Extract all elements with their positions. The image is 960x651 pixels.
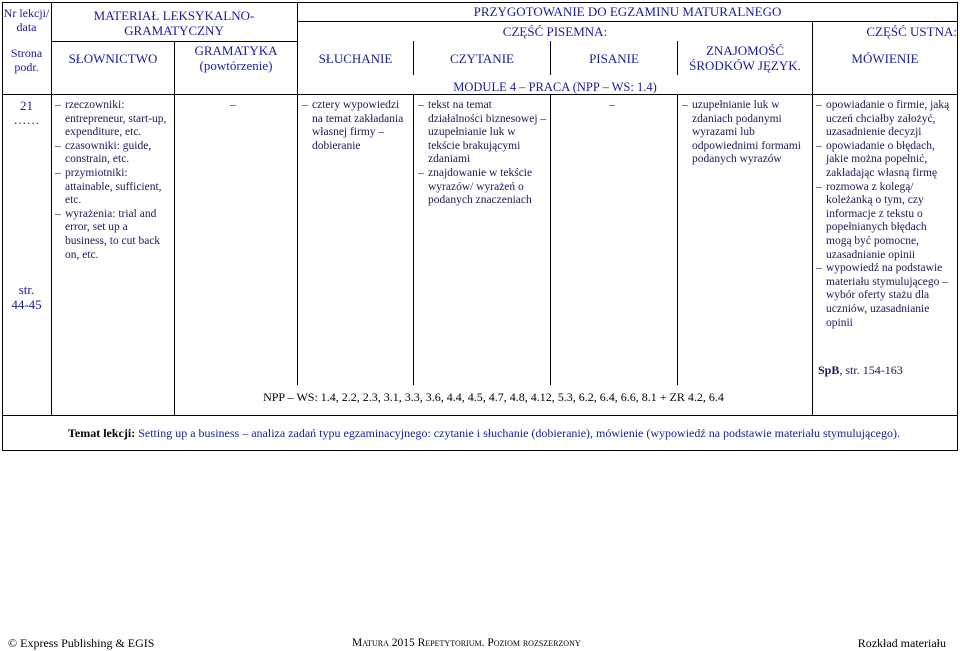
sluchanie-cell	[302, 99, 410, 153]
przygotowanie-header: PRZYGOTOWANIE DO EGZAMINU MATURALNEGO	[473, 4, 782, 19]
czytanie-header: CZYTANIE	[450, 51, 514, 66]
npp-line: NPP – WS: 1.4, 2.2, 2.3, 3.1, 3.3, 3.6, 4.4, 4.5, 4.7, 4.8, 4.12, 5.3, 6.2, 6.4, 6.6, 8.1 + ZR 4.2, 6.4	[263, 390, 724, 404]
list-item: – opowiadanie o błędach, jakie można popełnić, zakładając własną firmę	[816, 139, 938, 179]
list-item: – cztery wypowiedzi na temat zakładania własnej firmy – dobieranie	[302, 99, 404, 152]
list-item: – przymiotniki: attainable, sufficient, etc.	[55, 166, 162, 207]
pisanie-header: PISANIE	[589, 51, 639, 66]
page-range: 44-45	[11, 297, 42, 312]
list-item: – tekst na temat działalności biznesowej – uzupełnianie luk w tekście brakującymi zdaniami	[418, 99, 547, 166]
mowienie-header: MÓWIENIE	[851, 51, 919, 66]
footer-right: Rozkład materiału	[857, 636, 946, 650]
sluchanie-header: SŁUCHANIE	[318, 51, 393, 66]
lesson-date-dots: ……	[13, 112, 40, 127]
page-label: str.	[18, 282, 35, 297]
czesc-pisemna-header: CZĘŚĆ PISEMNA:	[502, 24, 608, 39]
gramatyka-header: GRAMATYKA (powtórzenie)	[194, 43, 278, 73]
spb-pages: , str. 154-163	[839, 363, 903, 377]
znajomosc-header: ZNAJOMOŚĆ ŚRODKÓW JĘZYK.	[689, 43, 801, 73]
list-item: – znajdowanie w tekście wyrazów/ wyrażeń o podanych znaczeniach	[418, 166, 533, 207]
module-title: MODULE 4 – PRACA (NPP – WS: 1.4)	[453, 80, 657, 94]
spb-reference	[818, 363, 903, 378]
footer-title: Matura 2015 Repetytorium. Poziom rozszerzony	[352, 637, 581, 649]
list-item: – wypowiedź na podstawie materiału stymulującego – wybór oferty stażu dla uczniów, uzasadnianie opinii	[816, 262, 948, 329]
czytanie-cell	[418, 99, 547, 208]
nr-lekcji-header: Nr lekcji/ data	[3, 6, 50, 34]
gramatyka-cell: –	[230, 99, 236, 111]
strona-podr-header: Strona podr.	[10, 46, 43, 74]
czesc-ustna-header: CZĘŚĆ USTNA:	[866, 24, 957, 39]
lesson-number: 21	[20, 98, 33, 113]
material-header: MATERIAŁ LEKSYKALNO-GRAMATYCZNY	[93, 8, 255, 38]
temat-label: Temat lekcji:	[68, 426, 136, 440]
mowienie-cell	[816, 99, 954, 330]
temat-lekcji	[68, 426, 956, 441]
pisanie-cell: –	[609, 99, 615, 111]
spb-label: SpB	[818, 363, 840, 377]
list-item: – rzeczowniki: entrepreneur, start-up, expenditure, etc.	[55, 99, 167, 139]
slownictwo-cell	[55, 99, 171, 262]
temat-text: Setting up a business – analiza zadań typu egzaminacyjnego: czytanie i słuchanie (dobieranie), mówienie (wypowiedź na podstawie materiału stymulującego).	[135, 426, 900, 440]
znajomosc-cell	[682, 99, 808, 167]
list-item: – rozmowa z kolegą/ koleżanką o tym, czy informacje z tekstu o popełnianych błędach mogą być pomocne, uzasadnianie opinii	[816, 180, 927, 261]
list-item: – czasowniki: guide, constrain, etc.	[55, 139, 152, 166]
list-item: – opowiadanie o firmie, jaką uczeń chciałby założyć, uzasadnienie decyzji	[816, 99, 950, 139]
slownictwo-header: SŁOWNICTWO	[68, 51, 158, 66]
footer-copyright: © Express Publishing & EGIS	[8, 636, 155, 650]
list-item: – uzupełnianie luk w zdaniach podanymi wyrazami lub odpowiednimi formami podanych wyrazów	[682, 99, 801, 166]
list-item: – wyrażenia: trial and error, set up a business, to cut back on, etc.	[55, 207, 161, 261]
